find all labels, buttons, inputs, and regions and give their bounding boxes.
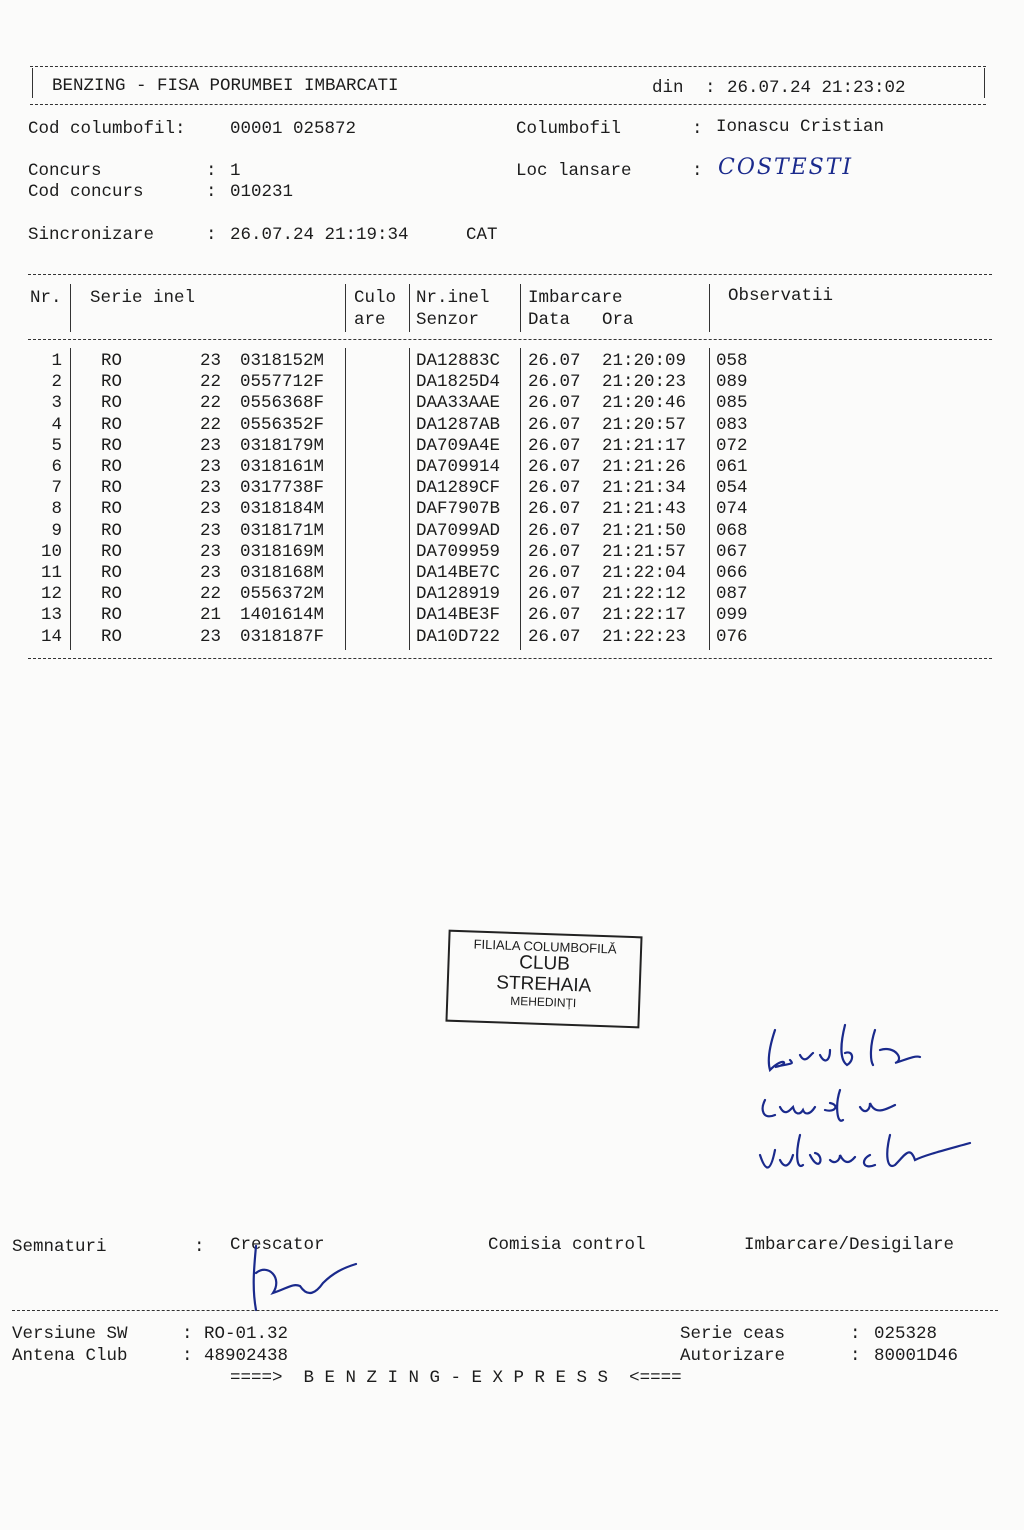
cell-nr: 3 [51,393,62,414]
cell-nr: 7 [51,478,62,499]
header-top-border [30,66,986,67]
cell-sensor: DA709959 [416,541,501,562]
header-bottom-border [30,104,986,105]
cell-country: RO [101,478,123,499]
concurs-colon: : [206,161,217,181]
serie-ceas-label: Serie ceas [680,1324,786,1344]
table-col-divider [345,284,346,332]
col-header-nr: Nr. [30,288,62,308]
cell-ring: 0317738F [240,478,325,499]
cell-date: 26.07 [528,520,581,541]
cell-nr: 12 [40,584,62,605]
versiune-label: Versiune SW [12,1324,128,1344]
cell-year: 23 [200,435,222,456]
cell-year: 23 [200,351,222,371]
cell-country: RO [101,457,123,477]
cell-sensor: DA709914 [416,457,501,477]
cell-year: 23 [200,520,222,541]
stamp-line-1: FILIALA COLUMBOFILĂ [473,936,617,957]
cell-time: 21:22:17 [602,605,687,626]
cell-sensor: DA1825D4 [416,372,501,393]
table-col-divider [709,348,710,650]
cell-year: 22 [200,584,222,605]
cell-time: 21:21:50 [602,520,687,541]
table-col-divider [709,284,710,332]
cell-sensor: DA14BE7C [416,563,501,583]
cell-country: RO [101,372,123,393]
cell-sensor: DA14BE3F [416,605,501,626]
cell-year: 22 [200,414,222,435]
cell-ring: 0556352F [240,414,325,435]
cell-sensor: DA1287AB [416,414,501,435]
table-col-divider [409,348,410,650]
cell-country: RO [101,393,123,414]
sincronizare-value: 26.07.24 21:19:34 [230,225,409,245]
cell-nr: 10 [40,541,62,562]
cod-concurs-colon: : [206,182,217,202]
cell-date: 26.07 [528,435,581,456]
versiune-value: RO-01.32 [204,1324,289,1344]
cell-sensor: DA12883C [416,351,501,371]
cell-sensor: DA709A4E [416,435,501,456]
comisia-label: Comisia control [488,1235,646,1255]
brand-line: ====> B E N Z I N G - E X P R E S S <==== [230,1368,682,1388]
cell-observatii: 083 [716,414,748,435]
serie-ceas-value: 025328 [874,1324,938,1344]
cell-ring: 0556372M [240,584,325,605]
header-left-border [32,68,33,98]
cell-country: RO [101,541,123,562]
cell-time: 21:21:43 [602,499,687,520]
cell-date: 26.07 [528,626,581,647]
concurs-label: Concurs [28,161,102,181]
col-header-culoare-2: are [354,310,386,330]
columbofil-label: Columbofil [516,119,622,139]
cell-ring: 0318161M [240,457,325,477]
cell-observatii: 087 [716,584,748,605]
cell-time: 21:22:04 [602,563,687,583]
col-header-data: Data [528,310,571,330]
cell-year: 22 [200,372,222,393]
antena-value: 48902438 [204,1346,289,1366]
autorizare-label: Autorizare [680,1346,786,1366]
cell-ring: 0557712F [240,372,325,393]
cell-time: 21:21:26 [602,457,687,477]
cell-date: 26.07 [528,563,581,583]
header-right-border [984,68,985,98]
table-col-divider [520,348,521,650]
crescator-label: Crescator [230,1235,325,1255]
concurs-value: 1 [230,161,241,181]
footer-divider [12,1310,998,1311]
antena-label: Antena Club [12,1346,128,1366]
cell-observatii: 074 [716,499,748,520]
cod-concurs-value: 010231 [230,182,294,202]
cell-observatii: 076 [716,626,748,647]
versiune-colon: : [182,1324,193,1344]
cell-nr: 2 [51,372,62,393]
imbarcare-label: Imbarcare/Desigilare [744,1235,955,1255]
date-label: din [652,78,684,98]
cell-sensor: DAA33AAE [416,393,501,414]
cell-date: 26.07 [528,393,581,414]
cell-country: RO [101,584,123,605]
cell-nr: 1 [51,351,62,371]
stamp-line-4: MEHEDINȚI [509,993,577,1011]
table-top-border [28,274,992,275]
loc-lansare-label: Loc lansare [516,161,632,181]
col-header-nr-inel-1: Nr.inel [416,288,490,308]
cell-sensor: DA10D722 [416,626,501,647]
cell-date: 26.07 [528,584,581,605]
loc-lansare-handwritten: COSTESTI [718,155,854,180]
table-col-divider [409,284,410,332]
cell-nr: 13 [40,605,62,626]
cell-year: 22 [200,393,222,414]
col-header-serie-inel: Serie inel [90,288,196,308]
cell-ring: 1401614M [240,605,325,626]
cell-time: 21:20:09 [602,351,687,371]
cell-nr: 5 [51,435,62,456]
cod-concurs-label: Cod concurs [28,182,144,202]
cell-date: 26.07 [528,541,581,562]
semnaturi-label: Semnaturi [12,1237,107,1257]
columbofil-value: Ionascu Cristian [716,117,885,137]
cell-ring: 0318187F [240,626,325,647]
cell-ring: 0318179M [240,435,325,456]
antena-colon: : [182,1346,193,1366]
document-title: BENZING - FISA PORUMBEI IMBARCATI [52,76,399,96]
table-col-divider [520,284,521,332]
cell-year: 23 [200,499,222,520]
loc-lansare-colon: : [692,161,703,181]
table-col-divider [70,284,71,332]
sincronizare-label: Sincronizare [28,225,155,245]
cell-ring: 0318171M [240,520,325,541]
cell-sensor: DAF7907B [416,499,501,520]
autorizare-value: 80001D46 [874,1346,959,1366]
cell-ring: 0556368F [240,393,325,414]
cod-columbofil-label: Cod columbofil: [28,119,186,139]
cell-time: 21:21:17 [602,435,687,456]
cell-time: 21:21:57 [602,541,687,562]
cell-year: 23 [200,541,222,562]
cell-ring: 0318152M [240,351,325,371]
cell-nr: 14 [40,626,62,647]
cell-date: 26.07 [528,478,581,499]
cell-observatii: 058 [716,351,748,371]
cell-time: 21:22:12 [602,584,687,605]
cell-observatii: 061 [716,457,748,477]
cell-nr: 8 [51,499,62,520]
cell-country: RO [101,414,123,435]
cell-ring: 0318184M [240,499,325,520]
cell-ring: 0318169M [240,541,325,562]
cell-date: 26.07 [528,414,581,435]
cell-observatii: 089 [716,372,748,393]
crescator-signature [228,1238,368,1318]
club-stamp [445,930,642,1029]
cell-year: 23 [200,478,222,499]
cell-nr: 11 [40,563,62,583]
cod-columbofil-value: 00001 025872 [230,119,357,139]
columbofil-colon: : [692,119,703,139]
cell-year: 23 [200,626,222,647]
col-header-observatii: Observatii [728,286,834,306]
cell-country: RO [101,605,123,626]
table-col-divider [70,348,71,650]
cell-sensor: DA7099AD [416,520,501,541]
cell-observatii: 066 [716,563,748,583]
cell-country: RO [101,351,123,371]
cell-time: 21:21:34 [602,478,687,499]
cell-time: 21:20:46 [602,393,687,414]
cell-observatii: 072 [716,435,748,456]
cell-country: RO [101,563,123,583]
cell-date: 26.07 [528,605,581,626]
cell-year: 23 [200,563,222,583]
col-header-imbarcare: Imbarcare [528,288,623,308]
date-colon: : [705,78,716,98]
cell-time: 21:20:57 [602,414,687,435]
cell-country: RO [101,499,123,520]
date-value: 26.07.24 21:23:02 [727,78,906,98]
serie-ceas-colon: : [850,1324,861,1344]
cell-observatii: 067 [716,541,748,562]
cell-country: RO [101,520,123,541]
col-header-nr-inel-2: Senzor [416,310,480,330]
cell-year: 23 [200,457,222,477]
cell-observatii: 068 [716,520,748,541]
stamp-line-2: CLUB [518,952,571,976]
table-col-divider [345,348,346,650]
col-header-culoare-1: Culo [354,288,397,308]
semnaturi-colon: : [194,1237,205,1257]
cell-observatii: 099 [716,605,748,626]
cell-observatii: 085 [716,393,748,414]
cell-date: 26.07 [528,372,581,393]
cell-year: 21 [200,605,222,626]
cell-country: RO [101,435,123,456]
table-header-divider [28,339,992,340]
cell-country: RO [101,626,123,647]
sincronizare-tz: CAT [466,225,498,245]
cell-nr: 6 [51,457,62,477]
cell-time: 21:20:23 [602,372,687,393]
cell-observatii: 054 [716,478,748,499]
cell-sensor: DA1289CF [416,478,501,499]
autorizare-colon: : [850,1346,861,1366]
cell-nr: 4 [51,414,62,435]
table-bottom-border [28,658,992,659]
stamp-line-3: STREHAIA [495,972,592,997]
cell-date: 26.07 [528,499,581,520]
sincronizare-colon: : [206,225,217,245]
cell-ring: 0318168M [240,563,325,583]
cell-sensor: DA128919 [416,584,501,605]
cell-nr: 9 [51,520,62,541]
col-header-ora: Ora [602,310,634,330]
cell-time: 21:22:23 [602,626,687,647]
cell-date: 26.07 [528,351,581,371]
handwritten-signatures [745,1015,1005,1185]
cell-date: 26.07 [528,457,581,477]
